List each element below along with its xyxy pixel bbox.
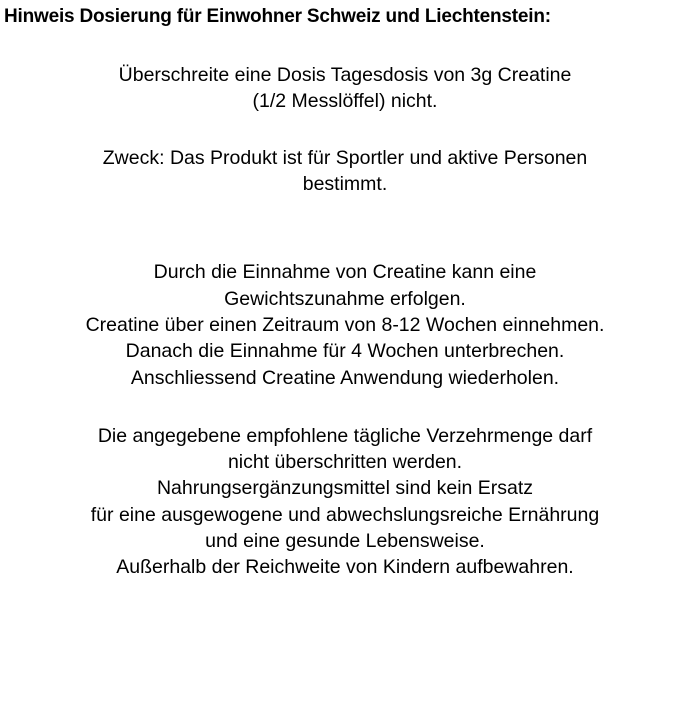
text-line: Außerhalb der Reichweite von Kindern aufbewahren.	[116, 556, 574, 579]
spacer	[0, 197, 690, 259]
text-line: Nahrungsergänzungsmittel sind kein Ersatz	[156, 477, 534, 500]
text-line: und eine gesunde Lebensweise.	[205, 530, 485, 553]
text-line: Anschliessend Creatine Anwendung wiederholen.	[130, 366, 560, 389]
purpose-paragraph	[0, 145, 690, 198]
document-page	[0, 6, 690, 726]
page-title: Hinweis Dosierung für Einwohner Schweiz und Liechtenstein:	[4, 6, 551, 27]
text-line: Durch die Einnahme von Creatine kann eine	[153, 261, 537, 284]
text-line: nicht überschritten werden.	[227, 451, 463, 474]
text-line: Danach die Einnahme für 4 Wochen unterbrechen.	[125, 340, 565, 363]
text-line: Creatine über einen Zeitraum von 8-12 Wochen einnehmen.	[85, 313, 605, 336]
text-line: bestimmt.	[302, 172, 388, 195]
spacer	[0, 28, 690, 62]
spacer	[0, 391, 690, 423]
warnings-paragraph	[0, 423, 690, 581]
text-line: Die angegebene empfohlene tägliche Verzehrmenge darf	[97, 424, 593, 447]
text-line: Zweck: Das Produkt ist für Sportler und aktive Personen	[102, 146, 588, 169]
text-line: Überschreite eine Dosis Tagesdosis von 3g Creatine	[118, 64, 572, 86]
usage-cycle-paragraph	[0, 259, 690, 391]
text-line: Gewichtszunahme erfolgen.	[224, 287, 466, 310]
dosage-paragraph	[0, 62, 690, 115]
text-line: (1/2 Messlöffel) nicht.	[252, 90, 438, 113]
text-line: für eine ausgewogene und abwechslungsreiche Ernährung	[90, 503, 600, 526]
spacer	[0, 115, 690, 145]
